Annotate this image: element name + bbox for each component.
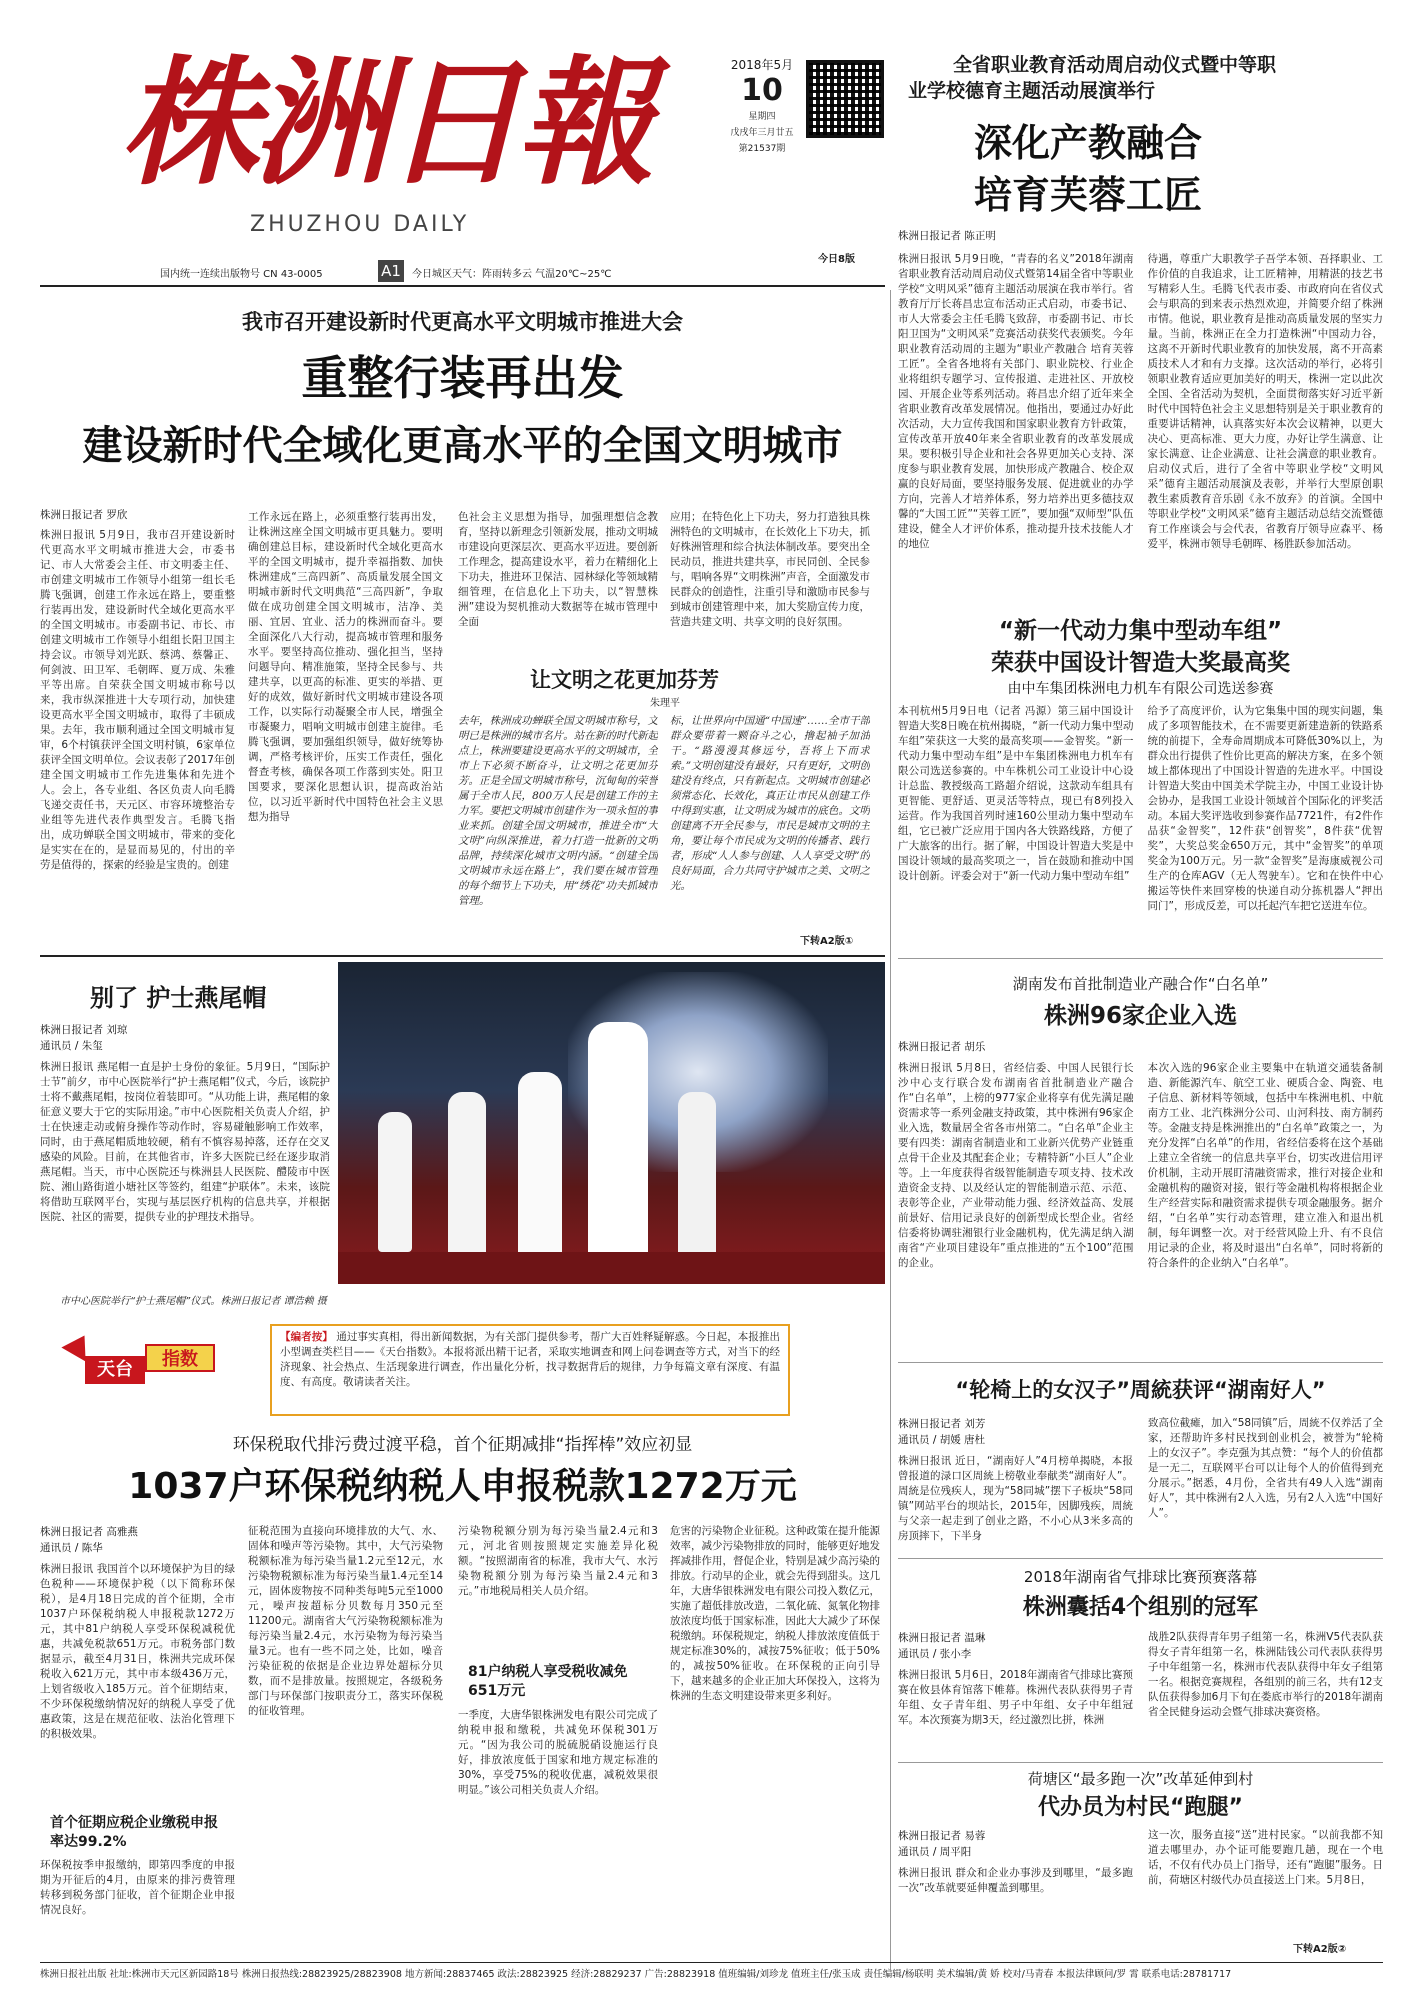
train-col-2: 给予了高度评价，认为它集集中国的现实问题，集成了多项智能技术，在不需要更新建造新的铁路系统的前提下，全寿命周期成本可降低30%以上，为群众出行提供了性价比更高的解决方案，在多个领域上都体现出了中国设计智造的先进水平。中国设计智造大奖由中国美术学院主办，中国工业设计协会协办，是我国工业设计领域首个国际化的评奖活动。本届大奖评选收到参赛作品7721件，有2件作品获“金智奖”，12件获“创智奖”，8件获“优智奖”，大奖总奖金650万元，其中“金智奖”的单项奖金为100万元。另一款“金智奖”是海康威视公司生产的仓库AGV（无人驾驶车）。它和在快件中心搬运等快件来回穿梭的快递自动分拣机器人“押出同门”，形成反差，可以托起汽车把它送进车位。: [1147, 705, 1383, 912]
commentary-col-2: 标，让世界向中国通“中国速”……全市干部群众要带着一颗奋斗之心，撸起袖子加油干。“路漫漫其修远兮，吾将上下而求索。”文明创建没有最好，只有更好，文明创建没有终点，只有新起点。文明城市创建必须常态化、长效化，真正让市民从创建工作中得到实惠，让文明成为城市的底色。文明创建离不开全民参与，市民是城市文明的主角，要让每个市民成为文明的传播者、践行者，形成“人人参与创建、人人享受文明”的良好局面，合力共同守护城市之美、文明之光。: [670, 715, 870, 892]
main-col-3: 色社会主义思想为指导，加强理想信念教育，坚持以新理念引领新发展，推动文明城市建设向更深层次、更高水平迈进。要创新工作理念，提高建设水平，着力在精细化上下功夫，推进环卫保洁、园林绿化等领域精细管理，在信息化上下功夫，以“智慧株洲”建设为契机推动大数据等在城市管理中全面: [458, 511, 658, 628]
commentary-col-1: 去年，株洲成功蝉联全国文明城市称号，文明已是株洲的城市名片。站在新的时代新起点上，株洲要建设更高水平的文明城市，全市上下必须不断奋斗，让文明之花更加芬芳。正是全国文明城市称号，沉甸甸的荣誉属于全市人民，800万人民是创建工作的主力军。要把文明城市创建作为一项永恒的事业来抓。创建全国文明城市，推进全市“大文明”向纵深推进，着力打造一批新的文明品牌，持续深化城市文明内涵。“创建全国文明城市永远在路上”，我们要在城市管理的每个细节上下功夫，用“绣花”功夫抓城市管理。: [458, 715, 658, 907]
train-headline-2: 荣获中国设计智造大奖最高奖: [991, 650, 1290, 676]
wheelchair-story: [898, 1368, 1383, 1558]
wheelchair-byline-1: 株洲日报记者 刘芳: [898, 1418, 986, 1430]
top-right-kicker-2: 业学校德育主题活动展演举行: [908, 80, 1156, 102]
tiantai-byline-1: 株洲日报记者 高雅燕: [40, 1526, 138, 1538]
nurse-figure-5: [678, 1092, 716, 1262]
nurse-byline-2: 通讯员 / 朱玺: [40, 1040, 103, 1052]
wheelchair-col-2: 致高位截瘫，加入“58同镇”后，周統不仅养活了全家，还帮助许多村民找到创业机会，被誉为“轮椅上的女汉子”。李克强为其点赞：“每个人的价值都是一无二，互联网平台可以让每个人的价值得到充分展示。”据悉，4月份，全省共有49人入选“湖南好人”，其中株洲有2人入选，另有2人入选“中国好人”。: [1148, 1417, 1383, 1519]
tiantai-headline: 1037户环保税纳税人申报税款1272万元: [128, 1466, 797, 1507]
tiantai-subhead-1: 首个征期应税企业缴税申报率达99.2%: [50, 1815, 218, 1850]
white-list-kicker: 湖南发布首批制造业产融合作“白名单”: [1012, 975, 1269, 993]
white-list-col-2: 本次入选的96家企业主要集中在轨道交通装备制造、新能源汽车、航空工业、硬质合金、陶瓷、电子信息、新材料等领域，包括中车株洲电机、中航南方工业、北汽株洲分公司、山河科技、南方制药等。金融支持是株洲推出的“白名单”政策之一，为充分发挥“白名单”的作用，省经信委将在这个基础上建立全省统一的信息共享平台，切实改进信用评价机制，主动开展盯清融资需求，推行对接企业和金融机构的融资对接，银行等金融机构将根据企业生产经营实际和融资需求提供专项金融服务。据介绍，“白名单”实行动态管理，建立准入和退出机制，每年调整一次。对于经营风险上升、有不良信用记录的企业，将及时退出“白名单”，同时将新的符合条件的企业纳入“白名单”。: [1147, 1062, 1383, 1269]
editor-note-text: 通过事实真相，得出新闻数据，为有关部门提供参考，帮广大百姓释疑解惑。今日起，本报推出小型调查类栏目——《天台指数》。本报将派出精干记者，采取实地调查和网上问卷调查等方式，对当下的经济现象、社会热点、生活现象进行调查，作出量化分析，找寻数据背后的规律，力争每篇文章有深度、有温度、有高度。敬请读者关注。: [280, 1331, 780, 1388]
tiantai-col-1b: 环保税按季申报缴纳，即第四季度的申报期为开征后的4月，由原来的排污费管理转移到税务部门征收，首个征期企业申报情况良好。: [40, 1859, 235, 1916]
tiantai-col-3: 污染物税额分别为每污染当量2.4元和3元，河北省则按照规定实施差异化税额。“按照湖南省的标准，我市大气、水污染物税额分别为每污染当量2.4元和3元。”市地税局相关人员介绍。: [458, 1525, 658, 1597]
masthead-rule: [40, 285, 885, 287]
village-col-1: 株洲日报讯 群众和企业办事涉及到哪里，“最多跑一次”改革就要延伸覆盖到哪里。: [898, 1867, 1133, 1894]
top-right-col-2: 待遇，尊重广大职教学子吾学本领、吾择职业、工作价值的自我追求，让工匠精神，用精湛的技艺书写精彩人生。毛腾飞代表市委、市政府向在省仪式会与职高的到来表示热烈欢迎，并简要介绍了株洲市情。他说，职业教育是推动高质量发展的坚实力量。当前，株洲正在全力打造株洲“中国动力谷，这离不开新时代职业教育的加快发展，离不开高素质技术人才和有力支撑。这次活动的举行，必将引领职业教育适应更加美好的明天，株洲一定以此次全国、全省活动为契机，全面贯彻落实好习近平新时代中国特色社会主义思想特别是关于职业教育的重要讲话精神，认真落实好本次会议精神，以更大决心、更高标准、更大力度，办好让学生满意、让家长满意、让企业满意、让社会满意的职业教育。启动仪式后，进行了全省中等职业学校“文明风采”德育主题活动展演及表彰，并举行大型原创职教生素质教育音乐剧《永不放弃》的首演。全国中等职业学校“文明风采”德育主题活动总结交流暨德育工作座谈会与会代表，省教育厅领导应森平、杨爱平，株洲市领导毛朝晖、杨胜跃参加活动。: [1147, 253, 1383, 550]
main-col-2: 工作永远在路上，必须重整行装再出发，让株洲这座全国文明城市更具魅力。要明确创建总目标，建设新时代全域化更高水平的全国文明城市，提升幸福指数、加快株洲建成“三高四新”、高质量发展全国文明城市新时代文明典范“三高四新”，争取做在成功创建全国文明城市，洁净、美丽、宜居、宜业、活力的株洲而奋斗。要全面深化八大行动，提高城市管理和服务水平。要坚持高位推动、强化担当，坚持问题导向、精准施策，坚持全民参与、共建共享，以更高的标准、更实的举措、更好的成效，做好新时代文明城市建设各项工作，以实际行动凝聚全市人民，增强全市凝聚力，唱响文明城市创建主旋律。毛腾飞强调，要加强组织领导，做好统筹协调，严格考核评价，压实工作责任，强化督查考核，确保各项工作落到实处。阳卫国要求，要深化思想认识，提高政治站位，以习近平新时代中国特色社会主义思想为指导: [248, 511, 443, 823]
masthead-pages: 今日8版: [818, 254, 855, 265]
volleyball-byline-2: 通讯员 / 张小李: [898, 1648, 972, 1660]
top-right-byline: 株洲日报记者 陈正明: [898, 230, 996, 242]
tiantai-col-4: 危害的污染物企业征税。这种政策在提升能源效率，减少污染物排放的同时，能够更好地发挥减排作用，督促企业，特别是减少高污染的排放。行动早的企业，就会先得到甜头。这几年，大唐华银株洲发电有限公司投入数亿元，实施了超低排放改造，二氧化硫、氮氧化物排放浓度均低于国家标准，因此大大减少了环保税缴纳。环保税规定，纳税人排放浓度值低于规定标准30%的，减按75%征收；低于50%的，减按50%征收。在环保税的正向引导下，越来越多的企业正加大环保投入，这将为株洲的生态文明建设带来更多利好。: [670, 1525, 880, 1702]
tiantai-col-3b: 一季度，大唐华银株洲发电有限公司完成了纳税申报和缴税，共减免环保税301万元。“因为我公司的脱硫脱硝设施运行良好，排放浓度低于国家和地方规定标准的30%，享受75%的税收优惠，减税效果很明显。”该公司相关负责人介绍。: [458, 1709, 658, 1796]
masthead-date: [718, 56, 806, 154]
tiantai-col-2: 征税范围为直接向环境排放的大气、水、固体和噪声等污染物。其中，大气污染物税额标准为每污染当量1.2元至12元，水污染物税额标准为每污染当量1.4元至14元，固体废物按不同种类每吨5元至1000元，噪声按超标分贝数每月350元至11200元。湖南省大气污染物税额标准为每污染当量2.4元，水污染物为每污染当量3元。也有一些不同之处，比如，噪音污染征税的依据是企业边界处超标分贝数，而不是排放量。按照规定，各级税务部门与环保部门按职责分工，落实环保税的征收管理。: [248, 1525, 443, 1717]
masthead-lunar: 戊戌年三月廿五: [730, 128, 794, 138]
wheelchair-col-1: 株洲日报讯 近日，“湖南好人”4月榜单揭晓，本报曾报道的渌口区周統上榜敬业奉献类“湖南好人”。周統是位残疾人，现为“58同城”摆下子板块“58同镇”网站平台的坝站长，2015年，因脚残疾，周統与父亲一起走到了创业之路，不小心从3米多高的房顶摔下，下半身: [898, 1455, 1133, 1542]
village-headline: 代办员为村民“跑腿”: [1038, 1795, 1243, 1820]
masthead-page-label: A1: [378, 260, 404, 282]
tiantai-byline-2: 通讯员 / 陈华: [40, 1542, 103, 1554]
main-byline: 株洲日报记者 罗欣: [40, 509, 128, 521]
volleyball-col-1: 株洲日报讯 5月6日，2018年湖南省气排球比赛预赛在攸县体育馆落下帷幕。株洲代表队获得男子青年组、女子青年组、男子中年组、女子中年组冠军。本次预赛为期3天，经过激烈比拼，株洲: [898, 1669, 1133, 1726]
qr-code: [806, 60, 884, 138]
nurse-headline: 别了 护士燕尾帽: [90, 984, 267, 1012]
white-list-col-1: 株洲日报讯 5月8日，省经信委、中国人民银行长沙中心支行联合发布湖南省首批制造业产融合作“白名单”，上榜的977家企业将享有优先满足融资需求等一系列金融支持政策，其中株洲有96家企业入选，数量居全省各市州第二。“白名单”企业主要有四类：湖南省制造业和工业新兴优势产业链重点骨干企业及其配套企业；专精特新“小巨人”企业等。上一年度获得省级智能制造专项支持、技术改造资金支持、以及经认定的智能制造示范、示范、表彰等企业，产业带动能力强、经济效益高、发展前景好、信用记录良好的创新型成长型企业。省经信委将协调驻湘银行业金融机构，优先满足纳入湖南省“产业项目建设年”重点推进的“五个100”范围的企业。: [898, 1062, 1134, 1269]
masthead-date-day: 10: [741, 73, 783, 108]
masthead-issue: 第21537期: [738, 144, 786, 154]
main-story: [40, 292, 885, 952]
stage-floor: [338, 1252, 885, 1284]
main-story-bottom-rule: [40, 955, 885, 957]
nurse-figure-4: [588, 1022, 648, 1272]
nurse-body: 株洲日报讯 燕尾帽一直是护士身份的象征。5月9日，“国际护士节”前夕，市中心医院举行“护士燕尾帽”仪式，今后，该院护士将不戴燕尾帽，按岗位着装即可。“从功能上讲，燕尾帽的象征意义要大于它的实际用途。”市中心医院相关负责人介绍，护士在快速走动或俯身操作等动作时，容易碰触影响工作效率，同时，由于燕尾帽质地较硬，稍有不慎容易掉落，还存在交叉感染的风险。目前，在其他省市，许多大医院已经在逐步取消燕尾帽。当天，市中心医院还与株洲县人民医院、醴陵市中医院、湘山路街道小塘社区等签约，组建“护联体”。未来，该院将借助互联网平台，实现与基层医疗机构的信息共享，并根据医院、社区的需要，提供专业的护理技术指导。: [40, 1061, 330, 1223]
masthead-subtitle: ZHUZHOU DAILY: [250, 212, 470, 237]
volleyball-rule: [898, 1762, 1383, 1763]
nurse-story: [40, 962, 885, 1312]
main-kicker: 我市召开建设新时代更高水平文明城市推进大会: [242, 310, 683, 334]
volleyball-kicker: 2018年湖南省气排球比赛预赛落幕: [1023, 1568, 1258, 1586]
tiantai-subhead-2: 81户纳税人享受税收减免651万元: [468, 1664, 628, 1699]
footer-rule: [40, 1962, 1383, 1963]
top-right-headline-1: 深化产教融合: [973, 121, 1202, 165]
commentary-author: 朱理平: [650, 698, 680, 709]
train-col-1: 本刊杭州5月9日电（记者 冯源）第三届中国设计智造大奖8日晚在杭州揭晓，“新一代动力集中型动车组”荣获这一大奖的最高奖项——金智奖。“新一代动力集中型动车组”是中车集团株洲电力机车有限公司选送参赛的。中车株机公司工业设计中心设计总监、教授级高工路超介绍说，这款动车组具有更智能、更舒适、更灵活等特点，现已有8列投入运营。作为我国首列时速160公里动力集中型动车组，它已被广泛应用于国内各大铁路线路，方便了广大旅客的出行。据了解，中国设计智造大奖是中国设计领域的最高奖项之一，旨在鼓励和推动中国设计创新。评委会对于“新一代动力集中型动车组”: [898, 705, 1134, 882]
wheelchair-rule: [898, 1558, 1383, 1559]
footer: 株洲日报社出版 社址:株洲市天元区新园路18号 株洲日报热线:28823925/28823908 地方新闻:28837465 政法:28823925 经济:28829237 广告:28823918 值班编辑/刘珍龙 值班主任/张玉成 责任编辑/杨联明 美术编辑/黄 娇 校对/马青春 本报法律顾问/罗 霄 联系电话:28781717: [40, 1969, 1232, 1980]
train-subhead: 由中车集团株洲电力机车有限公司选送参赛: [1007, 681, 1274, 697]
village-next-page[interactable]: 下转A2版②: [1293, 1944, 1347, 1955]
top-right-col-1: 株洲日报讯 5月9日晚，“青春的名义”2018年湖南省职业教育活动周启动仪式暨第14届全省中等职业学校“文明风采”德育主题活动展演在我市举行。省教育厅厅长蒋昌忠宣布活动正式启动，市委书记、市人大常委会主任毛腾飞致辞，市委副书记、市长阳卫国为“文明风采”竞赛活动获奖代表颁奖。今年职业教育活动周的主题为“职业产教融合 培育芙蓉工匠”。全省各地将有关部门、职业院校、行业企业将组织专题学习、宣传报道、走进社区、开放校园、开展企业等系列活动。蒋昌忠介绍了近年来全省职业教育改革发展情况。他指出，要通过办好此次活动，大力宣传我国和国家职业教育方针政策，宣传改革开放40年来全省职业教育的改革发展成果。要积极引导企业和社会各界更加关心支持、深度参与职业教育发展，加快形成产教融合、校企双赢的良好局面，要坚持服务发展、促进就业的办学方向，完善人才培养体系，努力培养出更多德技双馨的“大国工匠”“芙蓉工匠”，要加强“双师型”队伍建设，健全人才评价体系，推动提升技术技能人才的地位: [898, 253, 1134, 550]
white-list-rule: [898, 1362, 1383, 1363]
editor-note-tag: 【编者按】: [280, 1331, 333, 1343]
wheelchair-headline: “轮椅上的女汉子”周統获评“湖南好人”: [955, 1378, 1326, 1402]
commentary-next-page[interactable]: 下转A2版①: [800, 936, 854, 947]
commentary-headline: 让文明之花更加芬芳: [530, 668, 719, 692]
wheelchair-byline-2: 通讯员 / 胡媛 唐杜: [898, 1434, 986, 1446]
village-byline-1: 株洲日报记者 易蓉: [898, 1830, 986, 1842]
volleyball-col-2: 战胜2队获得青年男子组第一名，株洲V5代表队获得女子青年组第一名，株洲陆钱公司代表队获得男子中年组第一名，株洲市代表队获得中年女子组第一名。根据竞赛规程，各组别的前三名，共有12支队伍获得参加6月下旬在娄底市举行的2018年湖南省全民健身运动会暨气排球决赛资格。: [1148, 1631, 1383, 1718]
tiantai-col-1: 株洲日报讯 我国首个以环境保护为目的绿色税种——环境保护税（以下简称环保税），是4月18日完成的首个征期，全市1037户环保税纳税人申报税款1272万元，其中81户纳税人享受环保税减税优惠，共减免税款651万元。市税务部门数据显示，截至4月31日，株洲共完成环保税收入621万元，其中市本级436万元，上划省级收入185万元。首个征期结束，不少环保税缴纳情况好的纳税人享受了优惠政策，这是在规范征收、法治化管理下的积极效果。: [40, 1563, 235, 1740]
masthead: [0, 0, 890, 280]
main-col-1: 株洲日报讯 5月9日，我市召开建设新时代更高水平文明城市推进大会，市委书记、市人大常委会主任、市文明委主任、市创建文明城市工作领导小组第一组长毛腾飞强调，创建工作永远在路上，要重整行装再出发，建设新时代全域化更高水平的全国文明城市。市委副书记、市长、市创建文明城市工作领导小组组长阳卫国主持会议。市领导刘光跃、蔡鸿、蔡馨正、何剑波、田卫军、毛朝晖、夏万成、朱雅平等出席。自荣获全国文明城市称号以来，我市纵深推进十大专项行动，加快建设更高水平全国文明城市，取得了丰硕成果。去年，我市顺利通过全国文明城市复审，6个村镇获评全国文明村镇，6家单位获评全国文明单位。会议表彰了2017年创建全国文明城市工作先进集体和先进个人。会上，各专业组、各区负责人向毛腾飞递交责任书，天元区、市容环境整治专业组等先进代表作典型发言。毛腾飞指出，成功蝉联全国文明城市，带来的变化是实实在在的，是显而易见的，付出的辛劳是值得的，探索的经验是宝贵的。创建: [40, 529, 235, 871]
main-headline-1: 重整行装再出发: [301, 351, 624, 405]
nurse-byline-1: 株洲日报记者 刘琼: [40, 1024, 128, 1036]
white-list-story: [898, 965, 1383, 1365]
top-right-story: [898, 40, 1383, 640]
tiantai-kicker: 环保税取代排污费过渡平稳，首个征期减排“指挥棒”效应初显: [232, 1435, 693, 1455]
editor-note-box: [270, 1324, 790, 1416]
village-story: [898, 1766, 1383, 1962]
tiantai-label: 天台: [85, 1356, 145, 1384]
volleyball-story: [898, 1562, 1383, 1762]
zhishu-label: 指数: [145, 1344, 215, 1372]
top-right-kicker-1: 全省职业教育活动周启动仪式暨中等职: [953, 54, 1277, 76]
tiantai-logo: [65, 1332, 265, 1402]
white-list-byline: 株洲日报记者 胡乐: [898, 1041, 986, 1053]
village-byline-2: 通讯员 / 周平阳: [898, 1846, 972, 1858]
nurse-photo: [338, 962, 885, 1284]
train-headline-1: “新一代动力集中型动车组”: [998, 618, 1283, 644]
right-column-divider: [890, 290, 891, 1970]
masthead-weekday: 星期四: [748, 112, 776, 122]
nurse-figure-3: [518, 1072, 562, 1262]
train-story: [898, 612, 1383, 962]
volleyball-headline: 株洲囊括4个组别的冠军: [1022, 1595, 1259, 1620]
top-right-headline-2: 培育芙蓉工匠: [973, 173, 1202, 217]
masthead-weather: 今日城区天气：阵雨转多云 气温20℃~25℃: [412, 269, 612, 280]
nurse-figure-1: [378, 1112, 412, 1252]
volleyball-byline-1: 株洲日报记者 温琳: [898, 1632, 986, 1644]
masthead-date-year-month: 2018年5月: [730, 58, 794, 72]
village-kicker: 荷塘区“最多跑一次”改革延伸到村: [1027, 1770, 1254, 1788]
tiantai-section: [40, 1318, 885, 1958]
main-headline-2: 建设新时代全域化更高水平的全国文明城市: [82, 423, 843, 469]
white-list-headline: 株洲96家企业入选: [1043, 1003, 1237, 1029]
masthead-serial: 国内统一连续出版物号 CN 43-0005: [160, 269, 323, 280]
nurse-figure-2: [448, 1092, 486, 1257]
masthead-title: 株洲日報: [120, 41, 649, 204]
village-col-2: 这一次，服务直接“送”进村民家。“以前我都不知道去哪里办，办个证可能要跑几趟，现在一个电话，不仅有代办员上门指导，还有“跑腿”服务。日前，荷塘区村级代办员直接送上门来。5月8日，: [1148, 1829, 1383, 1886]
nurse-caption: 市中心医院举行“护士燕尾帽”仪式。株洲日报记者 谭浩赖 摄: [60, 1296, 327, 1307]
train-story-rule: [898, 958, 1383, 959]
main-col-4: 应用；在特色化上下功夫，努力打造独具株洲特色的文明城市，在长效化上下功夫，抓好株洲管理和综合执法体制改革。要突出全民动员，推进共建共享，市民同创、全民参与，唱响各界“文明株洲”声音，全面激发市民群众的创造性，注重引导和激励市民参与到城市创建管理中来，加大奖励宣传力度，营造共建文明、共享文明的良好氛围。: [670, 511, 870, 628]
